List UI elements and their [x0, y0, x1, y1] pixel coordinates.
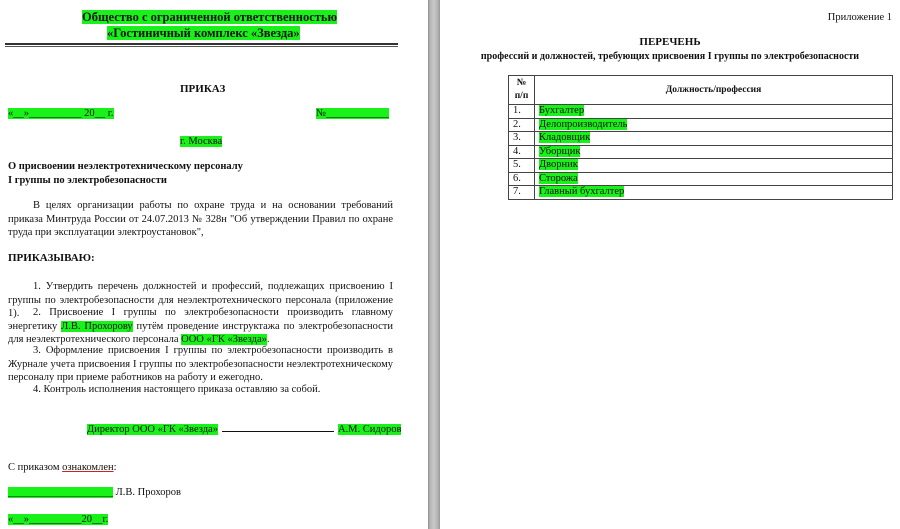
city-field: г. Москва — [180, 136, 223, 147]
director-signature — [87, 422, 401, 435]
row-number: 4. — [509, 145, 535, 159]
row-number: 5. — [509, 159, 535, 173]
director-title: Директор ООО «ГК «Звезда» — [87, 424, 218, 435]
order-item-3: 3. Оформление присвоения I группы по электробезопасности производить в Журнале учета присвоения I группы по электробезопасности неэлектротехническому персоналу при приеме работников на работу и ежегодно. — [8, 345, 393, 383]
table-row — [509, 118, 893, 132]
director-name: А.М. Сидоров — [337, 424, 402, 435]
subject-line-2: I группы по электробезопасности — [8, 175, 167, 186]
header-rule-thin — [5, 46, 398, 47]
row-position: Кладовщик — [535, 132, 893, 146]
familiarization-label: С приказом ознакомлен: — [8, 462, 117, 473]
row-position: Дворник — [535, 159, 893, 173]
list-heading: ПЕРЕЧЕНЬ — [639, 36, 701, 48]
row-position: Главный бухгалтер — [535, 186, 893, 200]
table-row — [509, 145, 893, 159]
appendix-page — [440, 0, 900, 529]
row-number: 2. — [509, 118, 535, 132]
table-row — [509, 159, 893, 173]
order-item-4: 4. Контроль исполнения настоящего приказа оставляю за собой. — [33, 384, 321, 395]
order-page — [0, 0, 428, 529]
order-item-1: 1. Утвердить перечень должностей и профессий, подлежащих присвоению I группы по электробезопасности для неэлектротехнического персонала (приложение 1). — [8, 281, 393, 319]
subject-line-1: О присвоении неэлектротехническому персоналу — [8, 161, 243, 172]
energy-manager-name: Л.В. Прохорову — [61, 320, 133, 332]
document-title: ПРИКАЗ — [180, 83, 226, 95]
col-position-header: Должность/профессия — [535, 76, 893, 105]
number-field: №____________ — [316, 108, 390, 119]
table-row — [509, 132, 893, 146]
row-position: Делопроизводитель — [535, 118, 893, 132]
signature-line — [222, 422, 334, 432]
table-row — [509, 172, 893, 186]
row-number: 7. — [509, 186, 535, 200]
row-number: 3. — [509, 132, 535, 146]
positions-table — [508, 75, 893, 200]
col-number-header: № п/п — [509, 76, 535, 105]
employee-signature: ____________________ Л.В. Прохоров — [8, 487, 182, 498]
order-word: ПРИКАЗЫВАЮ: — [8, 252, 95, 264]
row-position: Сторожа — [535, 172, 893, 186]
header-rule — [5, 43, 398, 45]
org-name-line2: «Гостиничный комплекс «Звезда» — [107, 26, 300, 40]
table-header-row — [509, 76, 893, 105]
table-row — [509, 105, 893, 119]
page-gutter — [428, 0, 440, 529]
list-subheading: профессий и должностей, требующих присвоения I группы по электробезопасности — [480, 51, 860, 62]
table-row — [509, 186, 893, 200]
company-name: ООО «ГК «Звезда» — [181, 334, 267, 345]
order-item-2: 2. Присвоение I группы по электробезопасности производить главному энергетику Л.В. Прохорову путём проведение инструктажа по электробезопасности для неэлектротехнического персонала ООО «ГК «Звезда». — [8, 307, 393, 345]
row-position: Бухгалтер — [535, 105, 893, 119]
appendix-label: Приложение 1 — [827, 12, 892, 23]
row-position: Уборщик — [535, 145, 893, 159]
intro-paragraph: В целях организации работы по охране труда и на основании требований приказа Минтруда России от 24.07.2013 № 328н "Об утверждении Правил по охране труда при эксплуатации электроустановок", — [8, 200, 393, 238]
row-number: 1. — [509, 105, 535, 119]
org-name-line1: Общество с ограниченной ответственностью — [82, 10, 338, 24]
date-field: «__»__________ 20__ г. — [8, 108, 114, 119]
employee-date: «__»__________20__г. — [8, 514, 109, 525]
row-number: 6. — [509, 172, 535, 186]
